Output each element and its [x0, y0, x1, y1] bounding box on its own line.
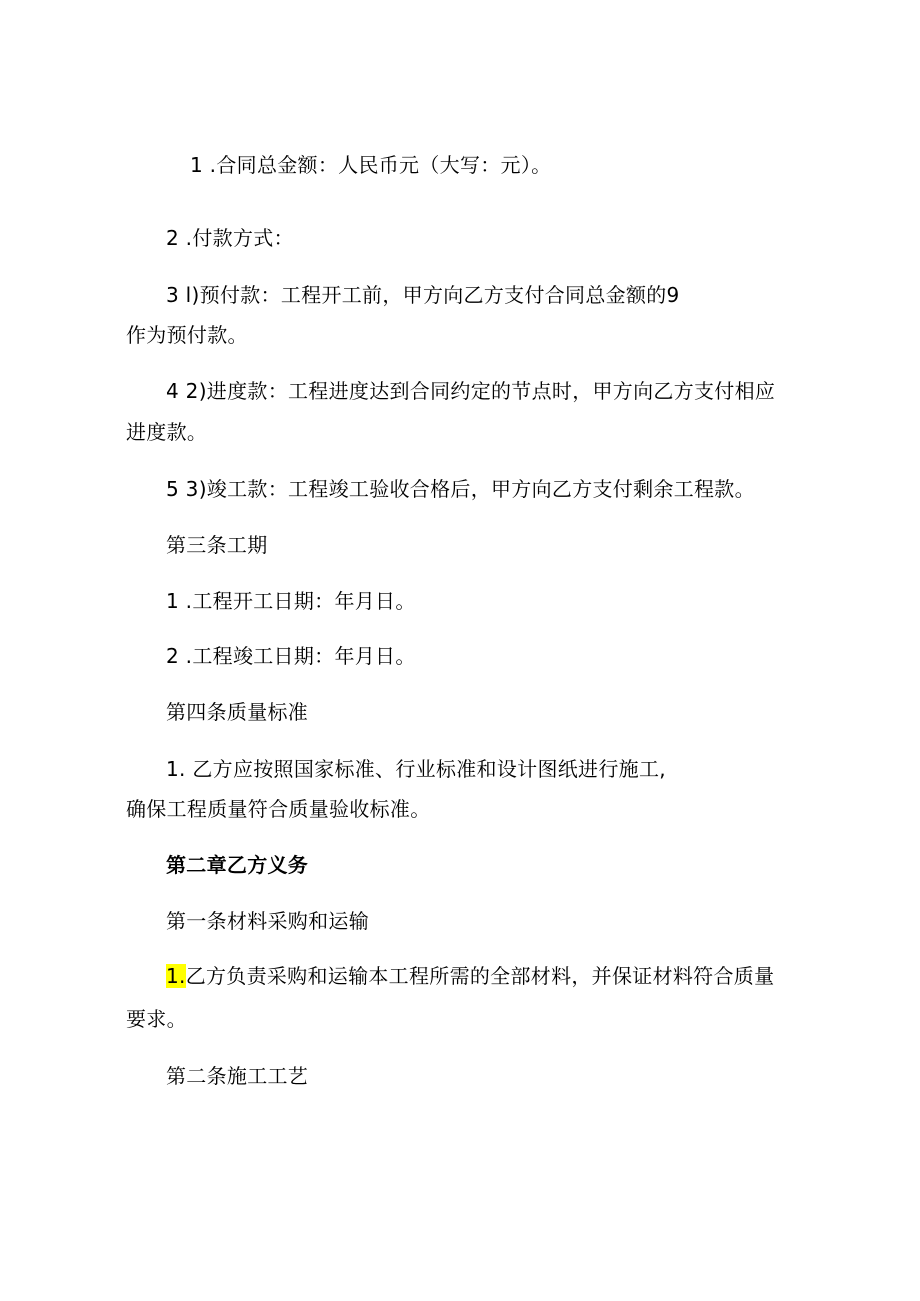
payment-method-line: 2 .付款方式：	[166, 226, 294, 250]
completion-date-line: 2 .工程竣工日期：年月日。	[166, 644, 416, 668]
chapter-2-heading: 第二章乙方义务	[166, 853, 309, 877]
start-date-line: 1 .工程开工日期：年月日。	[166, 589, 416, 613]
article-3-heading: 第三条工期	[166, 533, 268, 557]
article-4-heading: 第四条质量标准	[166, 700, 309, 724]
materials-line-text: 乙方负责采购和运输本工程所需的全部材料，并保证材料符合质量	[185, 964, 775, 988]
completion-payment-line: 5 3)竣工款：工程竣工验收合格后，甲方向乙方支付剩余工程款。	[166, 477, 755, 501]
progress-payment-line: 4 2)进度款：工程进度达到合同约定的节点时，甲方向乙方支付相应	[166, 379, 776, 403]
progress-payment-line-cont: 进度款。	[126, 420, 208, 444]
quality-standard-line-cont: 确保工程质量符合质量验收标准。	[126, 797, 431, 821]
article-2-heading: 第二条施工工艺	[166, 1064, 309, 1088]
materials-line	[166, 963, 774, 989]
materials-line-cont: 要求。	[126, 1007, 187, 1031]
advance-payment-line-cont: 作为预付款。	[126, 323, 248, 347]
quality-standard-line: 1. 乙方应按照国家标准、行业标准和设计图纸进行施工,	[166, 757, 666, 781]
advance-payment-line: 3 l)预付款：工程开工前，甲方向乙方支付合同总金额的9	[166, 283, 680, 307]
highlighted-number: 1.	[166, 964, 186, 988]
article-1-heading: 第一条材料采购和运输	[166, 909, 369, 933]
contract-amount-line: 1 .合同总金额：人民币元（大写：元）。	[190, 153, 552, 177]
